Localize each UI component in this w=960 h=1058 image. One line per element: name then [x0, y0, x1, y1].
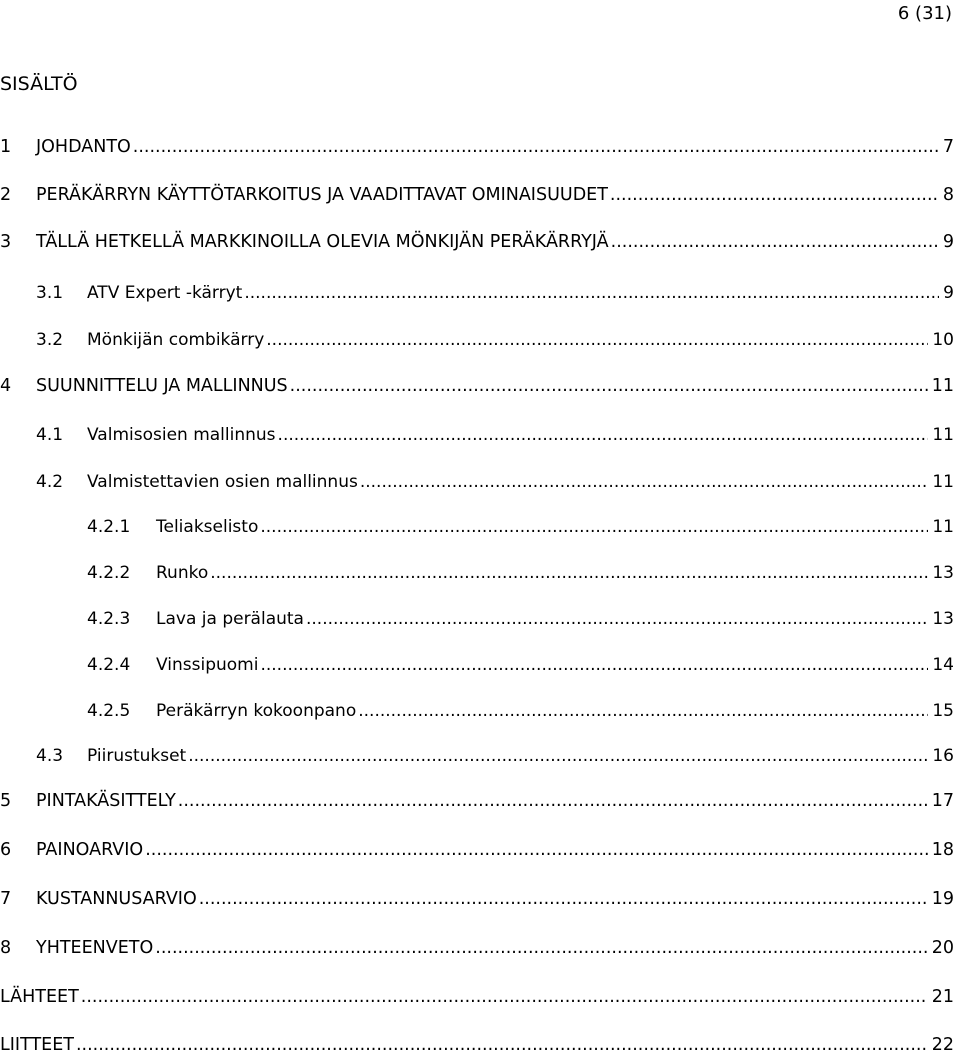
toc-entry[interactable]: [0, 745, 954, 769]
toc-entry-label: Runko: [156, 563, 209, 583]
toc-dot-leader: [358, 700, 928, 722]
toc-entry[interactable]: [0, 184, 954, 208]
toc-dot-leader: [266, 329, 928, 351]
toc-entry-page: 13: [932, 563, 954, 583]
toc-entry-label: Peräkärryn kokoonpano: [156, 701, 357, 721]
toc-entry-label: Valmisosien mallinnus: [87, 425, 276, 445]
toc-dot-leader: [210, 562, 928, 584]
toc-title: SISÄLTÖ: [0, 73, 78, 95]
toc-entry-number: 4.2.3: [87, 609, 131, 629]
toc-entry[interactable]: [0, 888, 954, 912]
toc-entry-number: 3: [0, 232, 12, 252]
toc-dot-leader: [199, 888, 928, 910]
toc-entry[interactable]: [0, 136, 954, 160]
toc-dot-leader: [244, 282, 939, 304]
toc-entry-label: ATV Expert -kärryt: [87, 283, 243, 303]
toc-entry-number: 1: [0, 137, 12, 157]
toc-entry-page: 22: [931, 1035, 954, 1055]
toc-entry-label: LÄHTEET: [0, 987, 79, 1007]
toc-entry-page: 21: [931, 987, 954, 1007]
toc-entry-number: 7: [0, 889, 12, 909]
toc-entry-page: 19: [931, 889, 954, 909]
toc-entry[interactable]: [0, 937, 954, 961]
page-number: 6 (31): [897, 3, 952, 24]
toc-entry[interactable]: [0, 282, 954, 306]
toc-dot-leader: [81, 986, 928, 1008]
toc-entry-page: 10: [932, 330, 954, 350]
toc-entry[interactable]: [0, 986, 954, 1010]
toc-entry-number: 3.1: [36, 283, 64, 303]
toc-entry-number: 4.2.5: [87, 701, 131, 721]
toc-entry-number: 4.1: [36, 425, 64, 445]
toc-entry-page: 16: [932, 746, 954, 766]
toc-dot-leader: [611, 231, 939, 253]
toc-entry-number: 3.2: [36, 330, 64, 350]
toc-entry-page: 20: [931, 938, 954, 958]
toc-entry[interactable]: [0, 329, 954, 353]
toc-entry-number: 4: [0, 376, 12, 396]
toc-entry-label: YHTEENVETO: [36, 938, 154, 958]
toc-entry-label: PINTAKÄSITTELY: [36, 791, 176, 811]
toc-entry[interactable]: [0, 562, 954, 586]
toc-entry-page: 9: [943, 283, 954, 303]
toc-entry-page: 15: [932, 701, 954, 721]
toc-entry[interactable]: [0, 516, 954, 540]
toc-entry[interactable]: [0, 471, 954, 495]
toc-entry-label: Lava ja perälauta: [156, 609, 304, 629]
toc-entry-page: 11: [931, 376, 954, 396]
toc-entry-number: 4.2.4: [87, 655, 131, 675]
toc-entry-label: JOHDANTO: [36, 137, 131, 157]
toc-entry-number: 4.2: [36, 472, 64, 492]
toc-entry-number: 5: [0, 791, 12, 811]
toc-entry-label: SUUNNITTELU JA MALLINNUS: [36, 376, 288, 396]
toc-entry-label: PAINOARVIO: [36, 840, 144, 860]
toc-entry-page: 11: [932, 472, 954, 492]
toc-entry-label: KUSTANNUSARVIO: [36, 889, 197, 909]
toc-entry-number: 8: [0, 938, 12, 958]
toc-entry[interactable]: [0, 375, 954, 399]
toc-entry-page: 18: [931, 840, 954, 860]
toc-entry-page: 17: [931, 791, 954, 811]
toc-dot-leader: [260, 654, 928, 676]
toc-entry-page: 11: [932, 517, 954, 537]
toc-entry-label: PERÄKÄRRYN KÄYTTÖTARKOITUS JA VAADITTAVAT OMINAISUUDET: [36, 185, 608, 205]
toc-entry-page: 14: [932, 655, 954, 675]
toc-entry-label: Valmistettavien osien mallinnus: [87, 472, 358, 492]
toc-dot-leader: [260, 516, 928, 538]
toc-dot-leader: [133, 136, 939, 158]
toc-entry-label: Mönkijän combikärry: [87, 330, 265, 350]
toc-dot-leader: [178, 790, 928, 812]
toc-entry[interactable]: [0, 790, 954, 814]
toc-entry[interactable]: [0, 424, 954, 448]
toc-entry[interactable]: [0, 839, 954, 863]
toc-entry-label: LIITTEET: [0, 1035, 74, 1055]
toc-entry[interactable]: [0, 654, 954, 678]
toc-entry-number: 4.3: [36, 746, 64, 766]
toc-dot-leader: [290, 375, 928, 397]
toc-dot-leader: [610, 184, 939, 206]
toc-dot-leader: [188, 745, 928, 767]
toc-dot-leader: [306, 608, 928, 630]
toc-entry-page: 11: [932, 425, 954, 445]
toc-entry[interactable]: [0, 1034, 954, 1058]
toc-dot-leader: [278, 424, 929, 446]
toc-dot-leader: [145, 839, 928, 861]
toc-entry-page: 7: [942, 137, 954, 157]
toc-dot-leader: [155, 937, 927, 959]
toc-entry[interactable]: [0, 231, 954, 255]
toc-entry[interactable]: [0, 608, 954, 632]
toc-entry-label: TÄLLÄ HETKELLÄ MARKKINOILLA OLEVIA MÖNKIJÄN PERÄKÄRRYJÄ: [36, 232, 609, 252]
toc-dot-leader: [76, 1034, 928, 1056]
toc-entry-number: 4.2.1: [87, 517, 131, 537]
toc-entry-page: 8: [942, 185, 954, 205]
toc-entry-label: Piirustukset: [87, 746, 187, 766]
toc-entry-page: 13: [932, 609, 954, 629]
toc-entry-number: 6: [0, 840, 12, 860]
toc-entry-page: 9: [942, 232, 954, 252]
toc-dot-leader: [360, 471, 929, 493]
toc-entry[interactable]: [0, 700, 954, 724]
toc-entry-label: Vinssipuomi: [156, 655, 259, 675]
toc-entry-number: 4.2.2: [87, 563, 131, 583]
toc-entry-label: Teliakselisto: [156, 517, 259, 537]
toc-entry-number: 2: [0, 185, 12, 205]
